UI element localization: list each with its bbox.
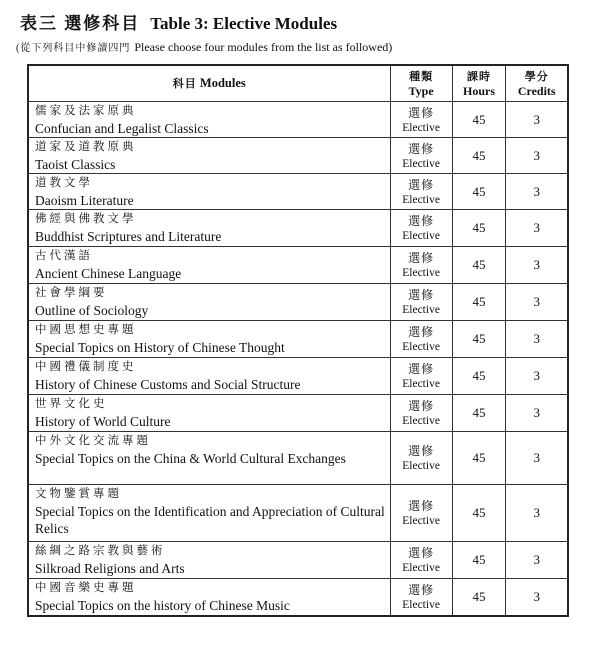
type-cell xyxy=(390,485,452,542)
table-row xyxy=(28,174,568,210)
hours-cell: 45 xyxy=(452,210,506,247)
credits-cell: 3 xyxy=(506,395,568,432)
table-row xyxy=(28,102,568,138)
hours-cell: 45 xyxy=(452,174,506,210)
module-cell xyxy=(28,542,390,579)
table-row xyxy=(28,210,568,247)
module-name-zh: 道教文學 xyxy=(35,177,93,189)
module-name-zh: 中國禮儀制度史 xyxy=(35,361,137,373)
type-en: Elective xyxy=(402,230,440,242)
instruction-en: Please choose four modules from the list as followed) xyxy=(134,40,393,54)
hours-cell: 45 xyxy=(452,284,506,321)
type-cell xyxy=(390,542,452,579)
credits-cell: 3 xyxy=(506,174,568,210)
type-zh: 選修 xyxy=(408,444,435,458)
type-cell xyxy=(390,432,452,485)
hours-cell: 45 xyxy=(452,321,506,358)
module-cell xyxy=(28,247,390,284)
module-cell xyxy=(28,321,390,358)
instruction-zh: (從下列科目中修讀四門 xyxy=(16,43,131,54)
module-name-en: Outline of Sociology xyxy=(35,303,149,318)
hours-cell: 45 xyxy=(452,542,506,579)
module-name-en: Special Topics on the China & World Cultural Exchanges xyxy=(35,451,346,466)
module-name-zh: 社會學綱要 xyxy=(35,287,108,299)
table-row xyxy=(28,432,568,485)
column-header-type: 種類 Type xyxy=(390,65,452,102)
type-en: Elective xyxy=(402,304,440,316)
elective-modules-table xyxy=(27,64,569,617)
type-en: Elective xyxy=(402,267,440,279)
module-name-zh: 儒家及法家原典 xyxy=(35,105,137,117)
column-header-hours: 課時 Hours xyxy=(452,65,506,102)
heading-zh: 表三 選修科目 xyxy=(20,14,141,33)
module-name-zh: 文物鑒賞專題 xyxy=(35,488,122,500)
instruction-text xyxy=(16,39,392,55)
credits-cell: 3 xyxy=(506,284,568,321)
type-zh: 選修 xyxy=(408,214,435,228)
module-name-zh: 絲綢之路宗教與藝術 xyxy=(35,545,166,557)
hours-cell: 45 xyxy=(452,102,506,138)
type-cell xyxy=(390,579,452,616)
module-cell xyxy=(28,485,390,542)
module-name-en: Special Topics on History of Chinese Thought xyxy=(35,340,285,355)
type-cell xyxy=(390,284,452,321)
type-en: Elective xyxy=(402,157,440,170)
table-row xyxy=(28,247,568,284)
type-cell xyxy=(390,174,452,210)
module-name-en: Ancient Chinese Language xyxy=(35,266,182,281)
module-name-zh: 中國音樂史專題 xyxy=(35,582,137,594)
type-zh: 選修 xyxy=(408,105,435,120)
module-cell xyxy=(28,174,390,210)
type-zh: 選修 xyxy=(408,177,435,192)
type-cell xyxy=(390,138,452,174)
table-row xyxy=(28,485,568,542)
table-row xyxy=(28,579,568,616)
module-name-en: Special Topics on the history of Chinese Music xyxy=(35,598,290,613)
credits-cell: 3 xyxy=(506,485,568,542)
module-name-en: Special Topics on the Identification and Appreciation of Cultural Relics xyxy=(35,504,385,536)
module-cell xyxy=(28,395,390,432)
module-name-zh: 道家及道教原典 xyxy=(35,141,137,153)
module-name-en: History of Chinese Customs and Social Structure xyxy=(35,377,301,392)
module-name-en: Silkroad Religions and Arts xyxy=(35,561,185,576)
module-name-zh: 佛經與佛教文學 xyxy=(35,213,137,225)
table-heading xyxy=(20,9,337,34)
module-name-en: Daoism Literature xyxy=(35,193,134,208)
module-cell xyxy=(28,579,390,616)
type-cell xyxy=(390,358,452,395)
hours-cell: 45 xyxy=(452,138,506,174)
module-cell xyxy=(28,210,390,247)
hours-cell: 45 xyxy=(452,485,506,542)
table-row xyxy=(28,542,568,579)
hours-cell: 45 xyxy=(452,247,506,284)
module-name-zh: 中國思想史專題 xyxy=(35,324,137,336)
module-name-en: Taoist Classics xyxy=(35,157,116,172)
type-cell xyxy=(390,321,452,358)
type-zh: 選修 xyxy=(408,141,435,156)
type-en: Elective xyxy=(402,562,440,574)
type-cell xyxy=(390,102,452,138)
hours-cell: 45 xyxy=(452,579,506,616)
type-zh: 選修 xyxy=(408,362,435,376)
type-en: Elective xyxy=(402,598,440,611)
type-en: Elective xyxy=(402,415,440,427)
type-zh: 選修 xyxy=(408,325,435,339)
type-cell xyxy=(390,247,452,284)
module-name-zh: 世界文化史 xyxy=(35,398,108,410)
module-name-zh: 中外文化交流專題 xyxy=(35,435,151,447)
table-row xyxy=(28,321,568,358)
module-cell xyxy=(28,358,390,395)
type-zh: 選修 xyxy=(408,288,435,302)
hours-cell: 45 xyxy=(452,395,506,432)
credits-cell: 3 xyxy=(506,247,568,284)
type-zh: 選修 xyxy=(408,399,435,413)
hours-cell: 45 xyxy=(452,358,506,395)
module-cell xyxy=(28,102,390,138)
credits-cell: 3 xyxy=(506,210,568,247)
type-cell xyxy=(390,210,452,247)
credits-cell: 3 xyxy=(506,542,568,579)
table-row xyxy=(28,395,568,432)
type-en: Elective xyxy=(402,193,440,206)
type-en: Elective xyxy=(402,378,440,390)
type-en: Elective xyxy=(402,341,440,353)
hours-cell: 45 xyxy=(452,432,506,485)
type-en: Elective xyxy=(402,515,440,527)
header-row xyxy=(28,65,568,102)
type-cell xyxy=(390,395,452,432)
credits-cell: 3 xyxy=(506,432,568,485)
module-name-en: Buddhist Scriptures and Literature xyxy=(35,229,222,244)
table-row xyxy=(28,138,568,174)
column-header-module: 科目 Modules xyxy=(28,65,390,102)
table-row xyxy=(28,358,568,395)
type-zh: 選修 xyxy=(408,546,435,560)
type-en: Elective xyxy=(402,460,440,472)
type-zh: 選修 xyxy=(408,582,435,597)
module-cell xyxy=(28,284,390,321)
module-name-en: Confucian and Legalist Classics xyxy=(35,121,209,136)
module-cell xyxy=(28,432,390,485)
credits-cell: 3 xyxy=(506,138,568,174)
heading-en: Table 3: Elective Modules xyxy=(150,14,338,33)
credits-cell: 3 xyxy=(506,321,568,358)
type-zh: 選修 xyxy=(408,499,435,513)
module-cell xyxy=(28,138,390,174)
credits-cell: 3 xyxy=(506,102,568,138)
type-en: Elective xyxy=(402,121,440,134)
column-header-credits: 學分 Credits xyxy=(506,65,568,102)
credits-cell: 3 xyxy=(506,579,568,616)
table-row xyxy=(28,284,568,321)
credits-cell: 3 xyxy=(506,358,568,395)
module-name-zh: 古代漢語 xyxy=(35,250,93,262)
module-name-en: History of World Culture xyxy=(35,414,171,429)
type-zh: 選修 xyxy=(408,251,435,265)
